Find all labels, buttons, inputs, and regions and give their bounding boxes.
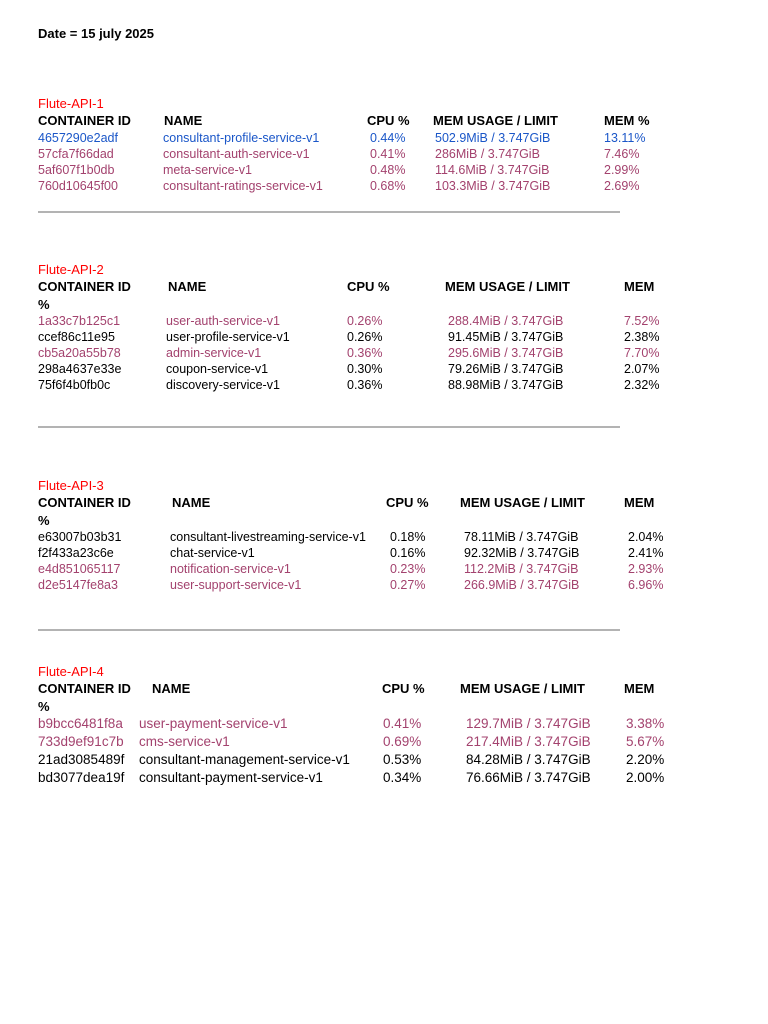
name-cell: user-profile-service-v1 [166,330,290,344]
cpu-cell: 0.18% [390,530,426,544]
header-mem-usage: MEM USAGE / LIMIT [445,279,570,294]
mem-usage-cell: 78.11MiB / 3.747GiB [464,530,579,544]
header-name: NAME [172,495,211,510]
mem-pct-cell: 2.38% [624,330,660,344]
name-cell: consultant-auth-service-v1 [163,147,310,161]
mem-pct-cell: 7.52% [624,314,660,328]
name-cell: user-payment-service-v1 [139,716,288,731]
name-cell: consultant-ratings-service-v1 [163,179,323,193]
cpu-cell: 0.23% [390,562,426,576]
header-name: NAME [168,279,207,294]
name-cell: consultant-payment-service-v1 [139,770,323,785]
mem-usage-cell: 84.28MiB / 3.747GiB [466,752,591,767]
cpu-cell: 0.34% [383,770,422,785]
mem-usage-cell: 79.26MiB / 3.747GiB [448,362,564,376]
report-date: Date = 15 july 2025 [38,26,154,41]
header-pct: % [38,513,50,528]
container-id-cell: f2f433a23c6e [38,546,114,560]
header-container-id: CONTAINER ID [38,681,131,696]
section-title: Flute-API-3 [38,478,104,493]
cpu-cell: 0.44% [370,131,406,145]
container-id-cell: 760d10645f00 [38,179,118,193]
mem-pct-cell: 2.99% [604,163,640,177]
header-mem: MEM [624,495,655,510]
header-cpu: CPU % [367,113,410,128]
mem-usage-cell: 91.45MiB / 3.747GiB [448,330,564,344]
mem-usage-cell: 88.98MiB / 3.747GiB [448,378,564,392]
mem-usage-cell: 266.9MiB / 3.747GiB [464,578,580,592]
name-cell: admin-service-v1 [166,346,262,360]
header-mem-pct: MEM % [604,113,650,128]
name-cell: user-support-service-v1 [170,578,302,592]
mem-pct-cell: 2.20% [626,752,665,767]
container-id-cell: 1a33c7b125c1 [38,314,121,328]
header-mem: MEM [624,279,655,294]
header-cpu: CPU % [386,495,429,510]
header-name: NAME [152,681,191,696]
container-id-cell: b9bcc6481f8a [38,716,123,731]
container-id-cell: 4657290e2adf [38,131,118,145]
name-cell: consultant-management-service-v1 [139,752,350,767]
mem-usage-cell: 114.6MiB / 3.747GiB [435,163,550,177]
container-id-cell: ccef86c11e95 [38,330,115,344]
header-pct: % [38,297,50,312]
mem-pct-cell: 2.32% [624,378,660,392]
mem-usage-cell: 295.6MiB / 3.747GiB [448,346,564,360]
container-id-cell: 21ad3085489f [38,752,125,767]
mem-pct-cell: 7.70% [624,346,660,360]
section-title: Flute-API-4 [38,664,104,679]
mem-pct-cell: 2.41% [628,546,664,560]
container-id-cell: 733d9ef91c7b [38,734,124,749]
cpu-cell: 0.41% [383,716,422,731]
header-container-id: CONTAINER ID [38,495,131,510]
container-id-cell: 298a4637e33e [38,362,122,376]
header-pct: % [38,699,50,714]
name-cell: consultant-livestreaming-service-v1 [170,530,366,544]
name-cell: meta-service-v1 [163,163,252,177]
header-mem-usage: MEM USAGE / LIMIT [460,495,585,510]
container-id-cell: cb5a20a55b78 [38,346,121,360]
header-name: NAME [164,113,203,128]
cpu-cell: 0.68% [370,179,406,193]
section-title: Flute-API-2 [38,262,104,277]
header-cpu: CPU % [347,279,390,294]
cpu-cell: 0.27% [390,578,426,592]
section-divider [38,211,620,213]
mem-pct-cell: 2.93% [628,562,664,576]
cpu-cell: 0.26% [347,330,383,344]
container-id-cell: e63007b03b31 [38,530,122,544]
header-container-id: CONTAINER ID [38,113,131,128]
cpu-cell: 0.53% [383,752,422,767]
name-cell: discovery-service-v1 [166,378,280,392]
mem-usage-cell: 217.4MiB / 3.747GiB [466,734,591,749]
mem-pct-cell: 2.07% [624,362,660,376]
mem-usage-cell: 103.3MiB / 3.747GiB [435,179,551,193]
container-id-cell: 5af607f1b0db [38,163,115,177]
cpu-cell: 0.16% [390,546,426,560]
mem-pct-cell: 3.38% [626,716,665,731]
header-mem-usage: MEM USAGE / LIMIT [460,681,585,696]
mem-pct-cell: 13.11% [604,131,646,145]
mem-usage-cell: 502.9MiB / 3.747GiB [435,131,551,145]
header-mem: MEM [624,681,655,696]
container-id-cell: e4d851065117 [38,562,121,576]
mem-usage-cell: 129.7MiB / 3.747GiB [466,716,591,731]
name-cell: coupon-service-v1 [166,362,269,376]
container-id-cell: d2e5147fe8a3 [38,578,118,592]
cpu-cell: 0.36% [347,346,383,360]
header-mem-usage: MEM USAGE / LIMIT [433,113,558,128]
mem-pct-cell: 6.96% [628,578,664,592]
section-title: Flute-API-1 [38,96,104,111]
name-cell: consultant-profile-service-v1 [163,131,320,145]
container-id-cell: 75f6f4b0fb0c [38,378,111,392]
name-cell: chat-service-v1 [170,546,255,560]
mem-usage-cell: 286MiB / 3.747GiB [435,147,540,161]
name-cell: user-auth-service-v1 [166,314,280,328]
mem-pct-cell: 7.46% [604,147,640,161]
mem-usage-cell: 76.66MiB / 3.747GiB [466,770,591,785]
mem-usage-cell: 288.4MiB / 3.747GiB [448,314,564,328]
name-cell: cms-service-v1 [139,734,230,749]
header-cpu: CPU % [382,681,425,696]
header-container-id: CONTAINER ID [38,279,131,294]
cpu-cell: 0.30% [347,362,383,376]
cpu-cell: 0.48% [370,163,406,177]
name-cell: notification-service-v1 [170,562,291,576]
cpu-cell: 0.69% [383,734,422,749]
mem-pct-cell: 2.00% [626,770,665,785]
mem-usage-cell: 112.2MiB / 3.747GiB [464,562,579,576]
mem-pct-cell: 5.67% [626,734,665,749]
mem-usage-cell: 92.32MiB / 3.747GiB [464,546,580,560]
cpu-cell: 0.26% [347,314,383,328]
container-id-cell: 57cfa7f66dad [38,147,114,161]
section-divider [38,629,620,631]
mem-pct-cell: 2.69% [604,179,640,193]
mem-pct-cell: 2.04% [628,530,664,544]
cpu-cell: 0.41% [370,147,406,161]
section-divider [38,426,620,428]
container-id-cell: bd3077dea19f [38,770,125,785]
cpu-cell: 0.36% [347,378,383,392]
